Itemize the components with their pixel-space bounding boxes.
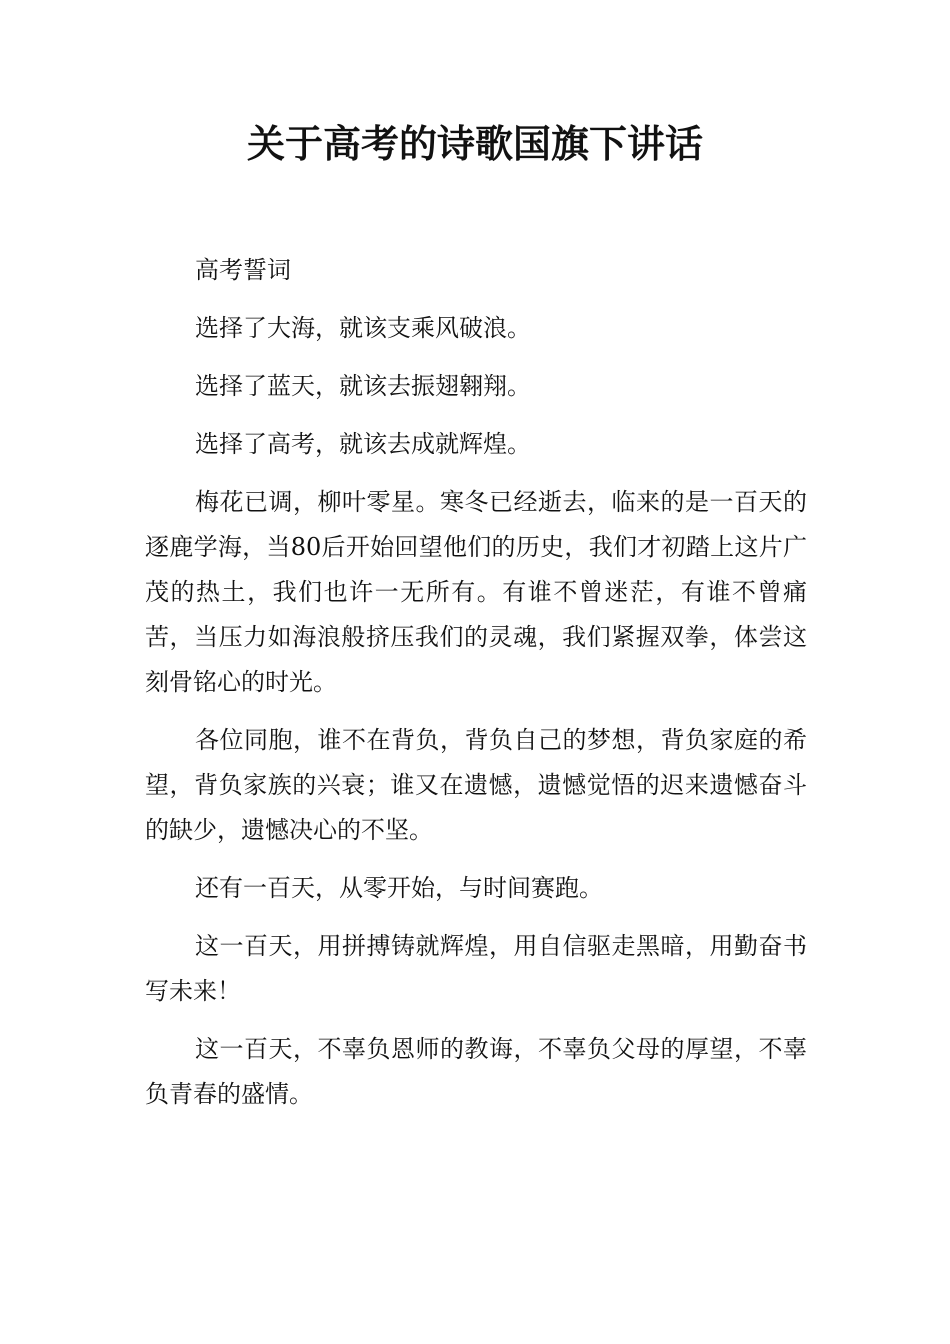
paragraph-compatriots: 各位同胞，谁不在背负，背负自己的梦想，背负家庭的希望，背负家族的兴衰；谁又在遗憾，遗憾觉悟的迟来遗憾奋斗的缺少，遗憾决心的不坚。 — [145, 726, 807, 844]
paragraph-struggle: 这一百天，用拼搏铸就辉煌，用自信驱走黑暗，用勤奋书写未来！ — [145, 932, 807, 1005]
paragraph-exam: 选择了高考，就该去成就辉煌。 — [195, 430, 531, 458]
paragraph-oath-heading: 高考誓词 — [195, 256, 291, 284]
paragraph-sea: 选择了大海，就该支乘风破浪。 — [195, 314, 531, 342]
paragraph-not-fail: 这一百天，不辜负恩师的教诲，不辜负父母的厚望，不辜负青春的盛情。 — [145, 1035, 807, 1108]
paragraph-hundred-days: 还有一百天，从零开始，与时间赛跑。 — [195, 874, 603, 902]
document-title: 关于高考的诗歌国旗下讲话 — [246, 121, 703, 166]
document-body — [145, 248, 807, 1130]
paragraph-sky: 选择了蓝天，就该去振翅翱翔。 — [195, 372, 531, 400]
paragraph-plum-blossom: 梅花已调，柳叶零星。寒冬已经逝去，临来的是一百天的逐鹿学海，当80后开始回望他们的历史，我们才初踏上这片广茂的热土，我们也许一无所有。有谁不曾迷茫，有谁不曾痛苦，当压力如海浪般挤压我们的灵魂，我们紧握双拳，体尝这刻骨铭心的时光。 — [145, 488, 807, 696]
